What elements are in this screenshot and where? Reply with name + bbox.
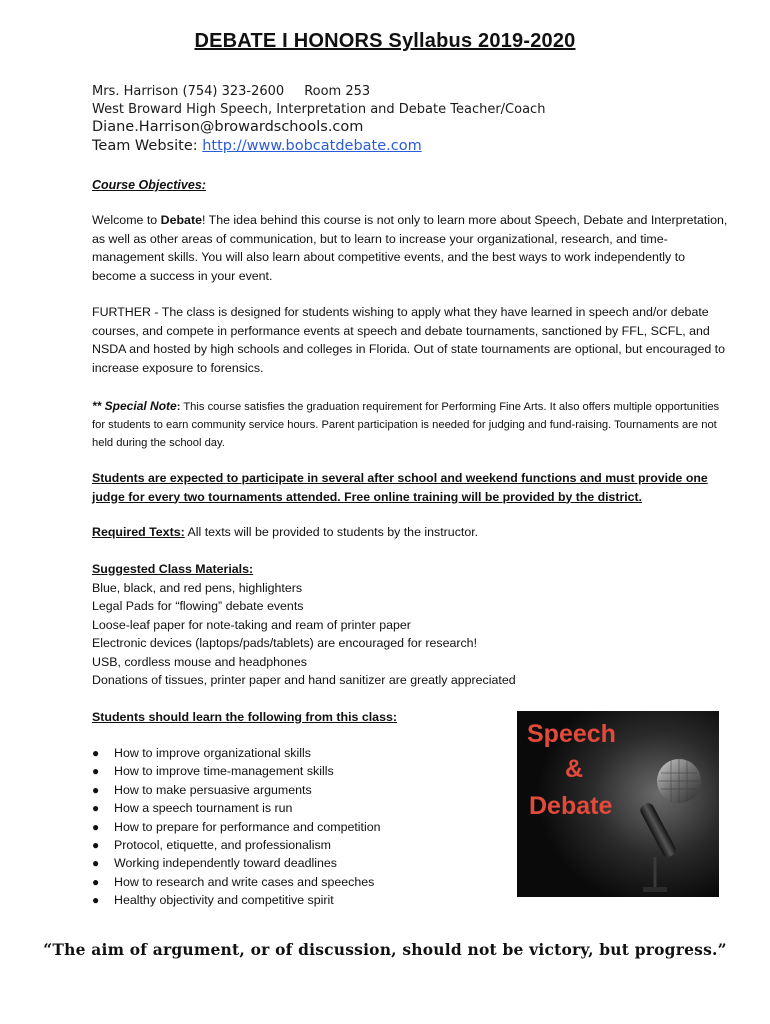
- list-item-text: How to improve organizational skills: [114, 746, 311, 760]
- list-item-text: Working independently toward deadlines: [114, 856, 337, 871]
- room-number: Room 253: [304, 84, 371, 99]
- welcome-debate-bold: Debate: [160, 213, 202, 227]
- bullet-icon: ●: [92, 746, 100, 760]
- list-item-text: How to make persuasive arguments: [114, 782, 312, 797]
- suggested-materials: [92, 560, 612, 690]
- special-note-colon: :: [176, 401, 181, 413]
- further-paragraph: FURTHER - The class is designed for students wishing to apply what they have learned in speech and/or debate courses, and compete in performance events at speech and debate tournaments, sanctioned by FFL, SCFL, and NSDA and hosted by high schools and colleges in Florida. Out of state tournaments are optional, but encouraged to increase exposure to forensics.: [92, 305, 726, 375]
- list-item: [92, 818, 381, 836]
- required-texts: [92, 523, 478, 542]
- bullet-icon: ●: [92, 782, 100, 797]
- list-item: [92, 836, 381, 854]
- closing-quote: “The aim of argument, or of discussion, should not be victory, but progress.”: [43, 940, 727, 959]
- image-title-speech: Speech: [527, 720, 616, 748]
- bullet-icon: ●: [92, 874, 100, 889]
- list-item: [92, 891, 381, 909]
- bullet-icon: ●: [92, 819, 100, 834]
- special-note-text: This course satisfies the graduation requirement for Performing Fine Arts. It also offers multiple opportunities for students to earn community service hours. Parent participation is needed for judging and fund-raising. Tournaments are not held during the school day.: [92, 401, 720, 449]
- bullet-icon: ●: [92, 893, 100, 908]
- teacher-email[interactable]: Diane.Harrison@browardschools.com: [92, 119, 364, 135]
- course-objectives-heading: Course Objectives:: [92, 178, 206, 192]
- list-item: [92, 799, 381, 817]
- welcome-pre: Welcome to: [92, 213, 161, 227]
- page-title: DEBATE I HONORS Syllabus 2019-2020: [194, 30, 576, 52]
- special-note-label: ** Special Note: [92, 399, 177, 413]
- team-website-line: [92, 138, 422, 154]
- materials-item: Legal Pads for “flowing” debate events: [92, 599, 304, 613]
- materials-item: Donations of tissues, printer paper and hand sanitizer are greatly appreciated: [92, 673, 516, 687]
- teacher-phone: Mrs. Harrison (754) 323-2600: [92, 84, 285, 99]
- speech-debate-graphic: [517, 711, 719, 897]
- list-item-text: How to research and write cases and speeches: [114, 874, 375, 889]
- list-item-text: Healthy objectivity and competitive spirit: [114, 893, 334, 908]
- bullet-icon: ●: [92, 837, 100, 852]
- required-texts-text: All texts will be provided to students by the instructor.: [184, 525, 479, 539]
- teacher-role: West Broward High Speech, Interpretation and Debate Teacher/Coach: [92, 102, 546, 117]
- image-title-debate: Debate: [529, 792, 613, 820]
- bullet-icon: ●: [92, 764, 100, 779]
- welcome-post: ! The idea behind this course is not only to learn more about Speech, Debate and Interpretation, as well as other areas of communication, but to learn to increase your organizational, research, and time-management skills. You will also learn about competitive events, and the best ways to work independently to become a success in your event.: [92, 213, 728, 283]
- image-title-ampersand: &: [565, 755, 584, 783]
- website-link[interactable]: http://www.bobcatdebate.com: [202, 138, 422, 154]
- list-item-text: How to improve time-management skills: [114, 764, 334, 779]
- materials-item: Loose-leaf paper for note-taking and ream of printer paper: [92, 617, 411, 632]
- materials-item: Electronic devices (laptops/pads/tablets) are encouraged for research!: [92, 636, 478, 650]
- list-item: [92, 781, 381, 799]
- list-item: [92, 762, 381, 780]
- materials-item: Blue, black, and red pens, highlighters: [92, 580, 303, 595]
- welcome-paragraph: [92, 211, 732, 285]
- bullet-icon: ●: [92, 801, 100, 816]
- teacher-contact-line: [92, 84, 370, 99]
- speech-debate-image: [517, 711, 719, 897]
- learning-outcomes-list: [92, 744, 381, 910]
- materials-heading: Suggested Class Materials:: [92, 562, 254, 576]
- list-item: [92, 744, 381, 762]
- list-item-text: How to prepare for performance and competition: [114, 819, 381, 834]
- list-item-text: Protocol, etiquette, and professionalism: [114, 837, 331, 852]
- materials-item: USB, cordless mouse and headphones: [92, 654, 307, 669]
- learning-outcomes-heading: Students should learn the following from this class:: [92, 710, 397, 724]
- special-note-paragraph: [92, 397, 732, 452]
- list-item: [92, 873, 381, 891]
- list-item-text: How a speech tournament is run: [114, 801, 293, 816]
- bullet-icon: ●: [92, 856, 100, 871]
- expectations-notice: Students are expected to participate in several after school and weekend functions and must provide one judge for every two tournaments attended. Free online training will be provided by the district.: [92, 471, 708, 504]
- list-item: [92, 854, 381, 872]
- website-label: Team Website:: [92, 138, 198, 154]
- required-texts-label: Required Texts:: [92, 525, 185, 539]
